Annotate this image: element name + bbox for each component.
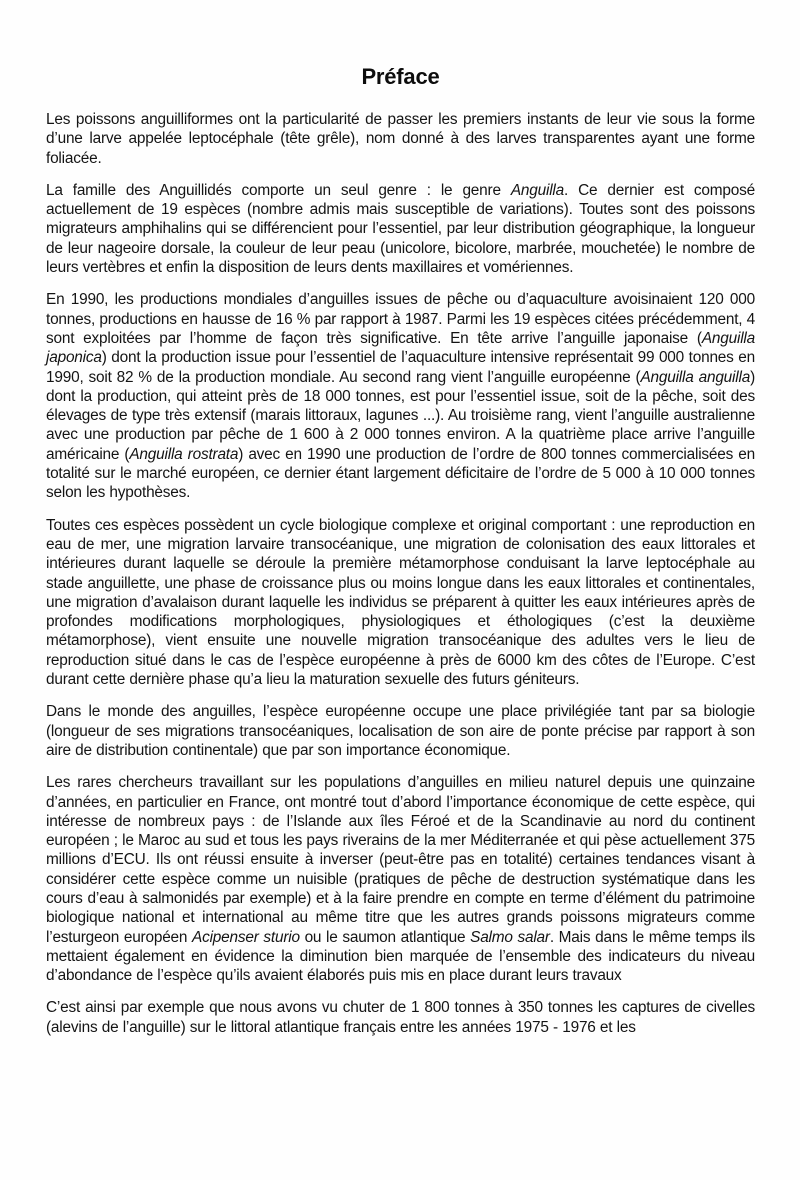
paragraph (46, 290, 755, 502)
text-run: La famille des Anguillidés comporte un seul genre : le genre (46, 181, 511, 199)
paragraph (46, 773, 755, 985)
species-name-italic: Anguilla anguilla (640, 368, 751, 386)
paragraph (46, 516, 755, 690)
paragraph (46, 110, 755, 168)
preface-body (46, 110, 755, 1037)
text-run: ) avec en 1990 une production de l’ordre de 800 tonnes commercialisées en totalité sur le marché européen, ce dernier étant largement déficitaire de l’ordre de 5 000 à 10 000 tonnes selon les hypothèses. (46, 445, 755, 502)
text-run: ) dont la production issue pour l’essentiel de l’aquaculture intensive représentait 99 000 tonnes en 1990, soit 82 % de la production mondiale. Au second rang vient l’anguille européenne ( (46, 349, 755, 386)
text-run: . Ce dernier est composé actuellement de 19 espèces (nombre admis mais susceptible de variations). Toutes sont des poissons migrateurs amphihalins qui se différencient pour l’essentiel, par leur distribution géographique, la longueur de leur nageoire dorsale, la couleur de leur peau (unicolore, bicolore, marbrée, mouchetée) le nombre de leurs vertèbres et enfin la disposition de leurs dents maxillaires et vomériennes. (46, 181, 755, 277)
text-run: Toutes ces espèces possèdent un cycle biologique complexe et original comportant : une reproduction en eau de mer, une migration larvaire transocéanique, une migration de colonisation des eaux littorales et intérieures durant laquelle se déroule la première métamorphose conduisant la larve leptocéphale au stade anguillette, une phase de croissance plus ou moins longue dans les eaux littorales et continentales, une migration d’avalaison durant laquelle les individus se préparent à quitter les eaux intérieures après de profondes modifications morphologiques, physiologiques et éthologiques (c’est la deuxième métamorphose), vient ensuite une nouvelle migration transocéanique des adultes vers le lieu de reproduction situé dans le cas de l’espèce européenne à près de 6000 km des côtes de l’Europe. C’est durant cette dernière phase qu’a lieu la maturation sexuelle des futurs géniteurs. (46, 516, 755, 689)
text-run: ou le saumon atlantique (299, 928, 471, 946)
species-name-italic: Anguilla japonica (46, 329, 755, 367)
paragraph (46, 702, 755, 760)
text-run: ) dont la production, qui atteint près de 18 000 tonnes, est pour l’essentiel issue, soit de la pêche, soit des élevages de type très extensif (marais littoraux, lagunes ...). Au troisième rang, vient l’anguille australienne avec une production par pêche de 1 600 à 2 000 tonnes environ. A la quatrième place arrive l’anguille américaine ( (46, 368, 755, 463)
paragraph (46, 181, 755, 277)
species-name-italic: Salmo salar (470, 928, 550, 946)
species-name-italic: Acipenser sturio (192, 928, 300, 946)
page-title: Préface (361, 64, 440, 89)
text-run: Les poissons anguilliformes ont la particularité de passer les premiers instants de leur vie sous la forme d’une larve appelée leptocéphale (tête grêle), nom donné à des larves transparentes ayant une forme foliacée. (46, 111, 755, 167)
text-run: . Mais dans le même temps ils mettaient également en évidence la diminution bien marquée de l’ensemble des indicateurs du niveau d’abondance de l’espèce qu’ils avaient élaborés puis mis en place durant leurs travaux (46, 928, 756, 985)
text-run: Dans le monde des anguilles, l’espèce européenne occupe une place privilégiée tant par sa biologie (longueur de ses migrations transocéaniques, localisation de son aire de ponte précise par rapport à son aire de distribution continentale) que par son importance économique. (46, 703, 755, 759)
text-run: Les rares chercheurs travaillant sur les populations d’anguilles en milieu naturel depuis une quinzaine d’années, en particulier en France, ont montré tout d’abord l’importance économique de cette espèce, qui intéresse de nombreux pays : de l’Islande aux îles Féroé et de la Scandinavie au nord du continent européen ; le Maroc au sud et tous les pays riverains de la mer Méditerranée et qui pèse actuellement 375 millions d’ECU. Ils ont réussi ensuite à inverser (peut-être pas en totalité) certaines tendances visant à considérer cette espèce comme un nuisible (pratiques de pêche de destruction systématique dans les cours d’eau à salmonidés par exemple) et à la faire prendre en compte en terme d’élément du patrimoine biologique national et international au même titre que les autres grands poissons migrateurs comme l’esturgeon européen (46, 774, 755, 946)
species-name-italic: Anguilla (510, 181, 565, 199)
text-run: En 1990, les productions mondiales d’anguilles issues de pêche ou d’aquaculture avoisinaient 120 000 tonnes, productions en hausse de 16 % par rapport à 1987. Parmi les 19 espèces citées précédemment, 4 sont exploitées par l’homme de façon très significative. En tête arrive l’anguille japonaise ( (46, 291, 755, 347)
text-run: C’est ainsi par exemple que nous avons vu chuter de 1 800 tonnes à 350 tonnes les captures de civelles (alevins de l’anguille) sur le littoral atlantique français entre les années 1975 - 1976 et les (46, 999, 755, 1036)
species-name-italic: Anguilla rostrata (129, 445, 239, 463)
paragraph (46, 998, 755, 1037)
